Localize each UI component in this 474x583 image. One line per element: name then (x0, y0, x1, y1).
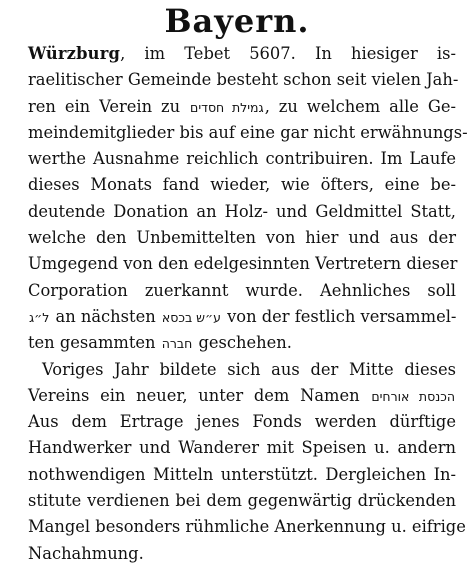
hebrew-term: גמילת חסדים (190, 99, 264, 115)
section-heading: Bayern. (164, 2, 310, 40)
text-fragment: geschehen. (198, 333, 292, 353)
text-line: deutende Donation an Holz- und Geldmittel Statt, (28, 201, 456, 221)
text-line (28, 304, 456, 330)
text-line: Corporation zuerkannt wurde. Aehnliches soll (28, 280, 456, 300)
text-fragment: Vereins ein neuer, unter dem Namen (28, 385, 360, 405)
article-body (28, 41, 468, 567)
hebrew-term: ל״ג (29, 309, 50, 325)
text-line (28, 330, 456, 356)
text-line: werthe Ausnahme reichlich contribuiren. Im Laufe (28, 149, 456, 169)
text-line: Aus dem Ertrage jenes Fonds werden dürftige (28, 412, 456, 432)
text-fragment: , im Tebet 5607. In hiesiger is- (120, 44, 456, 63)
text-fragment: ren ein Verein zu (28, 96, 181, 116)
text-line: stitute verdienen bei dem gegenwärtig drückenden (28, 491, 456, 511)
text-line (28, 383, 456, 409)
text-line: Voriges Jahr bildete sich aus der Mitte dieses (42, 359, 456, 379)
hebrew-term: חברה (161, 336, 193, 352)
text-line (28, 94, 456, 120)
text-fragment: ten gesammten (28, 333, 156, 353)
text-line: welche den Unbemittelten von hier und aus der (28, 228, 456, 248)
text-line: Umgegend von den edelgesinnten Vertretern dieser (28, 254, 458, 274)
text-line: dieses Monats fand wieder, wie öfters, eine be- (28, 175, 456, 195)
dateline-place: Würzburg (28, 44, 121, 63)
hebrew-term: ע״ש בכסא (161, 309, 221, 325)
text-fragment: , zu welchem alle Ge- (264, 96, 456, 116)
text-line: Mangel besonders rühmliche Anerkennung u. eifrige (28, 517, 466, 537)
text-fragment: von der festlich versammel- (227, 306, 457, 326)
text-line: meindemitglieder bis auf eine gar nicht erwähnungs- (28, 122, 468, 142)
hebrew-term: הכנסת אורחים (371, 388, 456, 404)
text-line: raelitischer Gemeinde besteht schon seit vielen Jah- (28, 70, 459, 90)
text-line: nothwendigen Mitteln unterstützt. Dergleichen In- (28, 464, 456, 484)
text-line: Nachahmung. (28, 543, 144, 563)
text-fragment: an nächsten (55, 306, 156, 326)
text-line (28, 41, 456, 67)
text-line: Handwerker und Wanderer mit Speisen u. andern (28, 438, 456, 458)
